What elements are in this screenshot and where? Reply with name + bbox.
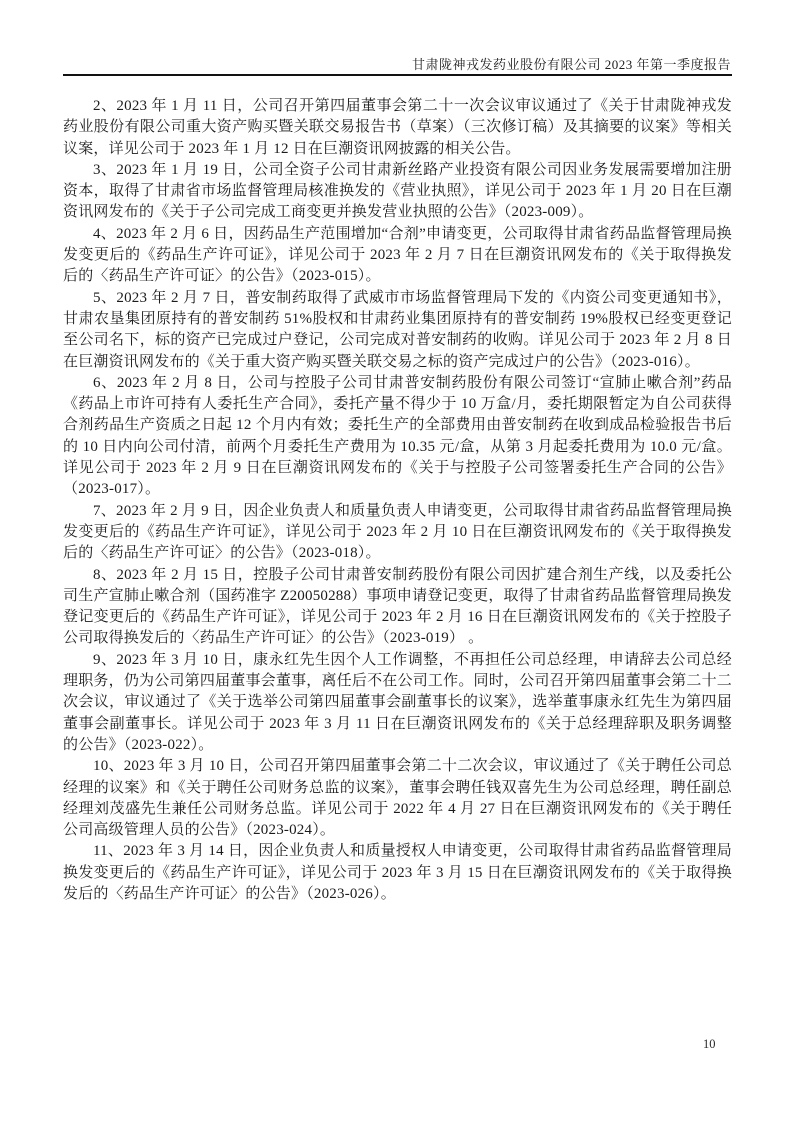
report-body bbox=[63, 96, 732, 905]
report-header-title: 甘肃陇神戎发药业股份有限公司 2023 年第一季度报告 bbox=[411, 57, 731, 72]
report-paragraph: 10、2023 年 3 月 10 日，公司召开第四届董事会第二十二次会议，审议通过了《关于聘任公司总经理的议案》和《关于聘任公司财务总监的议案》，董事会聘任钱双喜先生为公司总经理，聘任副总经理刘茂盛先生兼任公司财务总监。详见公司于 2022 年 4 月 27 日在巨潮资讯网发布的《关于聘任公司高级管理人员的公告》（2023-024）。 bbox=[63, 758, 732, 839]
report-paragraph: 7、2023 年 2 月 9 日，因企业负责人和质量负责人申请变更，公司取得甘肃省药品监督管理局换发变更后的《药品生产许可证》，详见公司于 2023 年 2 月 10 日在巨潮资讯网发布的《关于取得换发后的〈药品生产许可证〉的公告》（2023-018）。 bbox=[63, 502, 732, 562]
report-paragraph: 5、2023 年 2 月 7 日，普安制药取得了武威市市场监督管理局下发的《内资公司变更通知书》，甘肃农垦集团原持有的普安制药 51%股权和甘肃药业集团原持有的普安制药 19%股权已经变更登记至公司名下，标的资产已完成过户登记，公司完成对普安制药的收购。详见公司于 2023 年 2 月 8 日在巨潮资讯网发布的《关于重大资产购买暨关联交易之标的资产完成过户的公告》（2023-016）。 bbox=[63, 289, 732, 370]
report-paragraph: 2、2023 年 1 月 11 日，公司召开第四届董事会第二十一次会议审议通过了《关于甘肃陇神戎发药业股份有限公司重大资产购买暨关联交易报告书（草案）（三次修订稿）及其摘要的议案》等相关议案，详见公司于 2023 年 1 月 12 日在巨潮资讯网披露的相关公告。 bbox=[63, 98, 732, 157]
report-paragraph: 6、2023 年 2 月 8 日，公司与控股子公司甘肃普安制药股份有限公司签订“宣肺止嗽合剂”药品《药品上市许可持有人委托生产合同》，委托产量不得少于 10 万盒/月，委托期限暂定为自公司获得合剂药品生产资质之日起 12 个月内有效；委托生产的全部费用由普安制药在收到成品检验报告书后的 10 日内向公司付清，前两个月委托生产费用为 10.35 元/盒，从第 3 月起委托费用为 10.0 元/盒。详见公司于 2023 年 2 月 9 日在巨潮资讯网发布的《关于与控股子公司签署委托生产合同的公告》（2023-017）。 bbox=[63, 374, 732, 498]
report-paragraph: 8、2023 年 2 月 15 日，控股子公司甘肃普安制药股份有限公司因扩建合剂生产线，以及委托公司生产宣肺止嗽合剂（国药准字 Z20050288）事项申请登记变更，取得了甘肃省药品监督管理局换发登记变更后的《药品生产许可证》，详见公司于 2023 年 2 月 16 日在巨潮资讯网发布的《关于控股子公司取得换发后的〈药品生产许可证〉的公告》（2023-019） 。 bbox=[63, 566, 732, 647]
report-paragraph: 4、2023 年 2 月 6 日，因药品生产范围增加“合剂”申请变更，公司取得甘肃省药品监督管理局换发变更后的《药品生产许可证》，详见公司于 2023 年 2 月 7 日在巨潮资讯网发布的《关于取得换发后的〈药品生产许可证〉的公告》（2023-015）。 bbox=[63, 225, 732, 285]
report-paragraph: 11、2023 年 3 月 14 日，因企业负责人和质量授权人申请变更，公司取得甘肃省药品监督管理局换发变更后的《药品生产许可证》，详见公司于 2023 年 3 月 15 日在巨潮资讯网发布的《关于取得换发后的〈药品生产许可证〉的公告》（2023-026）。 bbox=[63, 843, 732, 902]
header-divider bbox=[63, 74, 732, 76]
report-paragraph: 9、2023 年 3 月 10 日，康永红先生因个人工作调整，不再担任公司总经理，申请辞去公司总经理职务，仍为公司第四届董事会董事，离任后不在公司工作。同时，公司召开第四届董事会第二十二次会议，审议通过了《关于选举公司第四届董事会副董事长的议案》，选举董事康永红先生为第四届董事会副董事长。详见公司于 2023 年 3 月 11 日在巨潮资讯网发布的《关于总经理辞职及职务调整的公告》（2023-022）。 bbox=[63, 651, 732, 753]
report-paragraph: 3、2023 年 1 月 19 日，公司全资子公司甘肃新丝路产业投资有限公司因业务发展需要增加注册资本，取得了甘肃省市场监督管理局核准换发的《营业执照》，详见公司于 2023 年 1 月 20 日在巨潮资讯网发布的《关于子公司完成工商变更并换发营业执照的公告》（2023-009）。 bbox=[63, 161, 732, 221]
page-number: 10 bbox=[703, 1037, 716, 1051]
